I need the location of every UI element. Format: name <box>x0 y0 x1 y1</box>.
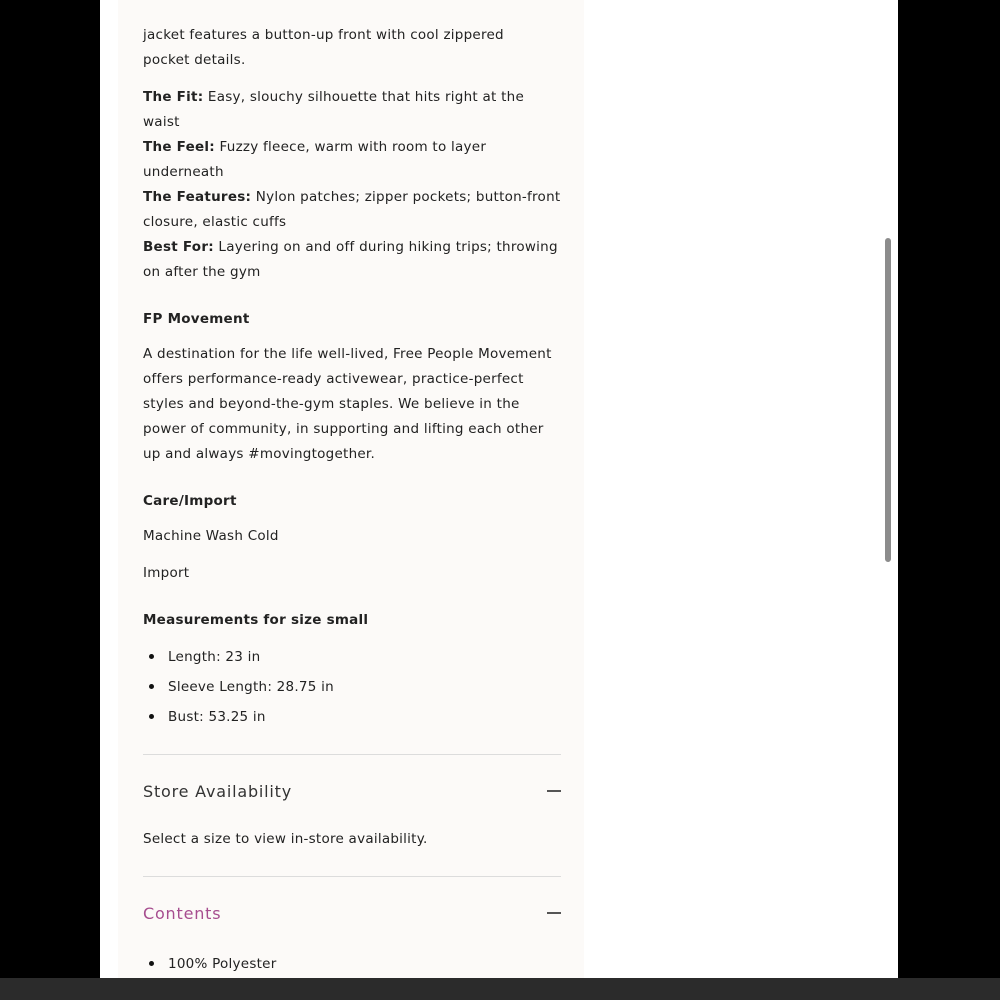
features-text: Nylon patches; zipper pockets; button-front closure, elastic cuffs <box>143 189 561 230</box>
contents-title: Contents <box>143 903 222 923</box>
contents-item: 100% Polyester <box>143 949 561 979</box>
fit-text: Easy, slouchy silhouette that hits right at the waist <box>143 89 524 130</box>
fit-detail <box>143 85 561 135</box>
intro-text-line2: pocket details. <box>143 52 246 68</box>
features-label: The Features: <box>143 189 252 205</box>
measurements-list <box>143 642 561 732</box>
brand-text: A destination for the life well-lived, Free People Movement offers performance-ready activewear, practice-perfect styles and beyond-the-gym staples. We believe in the power of community, in supporting and lifting each other up and always #movingtogether. <box>143 346 552 462</box>
store-availability-title: Store Availability <box>143 781 292 801</box>
minus-icon <box>547 912 561 914</box>
measurement-item: Length: 23 in <box>143 642 561 672</box>
fit-label: The Fit: <box>143 89 204 105</box>
store-availability-toggle[interactable] <box>143 755 561 827</box>
contents-toggle[interactable] <box>143 877 561 949</box>
measurements-heading: Measurements for size small <box>143 612 369 628</box>
feel-label: The Feel: <box>143 139 215 155</box>
features-detail <box>143 185 561 235</box>
intro-text-line1: jacket features a button-up front with cool zippered <box>143 27 504 43</box>
measurement-item: Sleeve Length: 28.75 in <box>143 672 561 702</box>
best-for-text: Layering on and off during hiking trips; throwing on after the gym <box>143 239 558 280</box>
care-wash: Machine Wash Cold <box>143 528 279 544</box>
care-origin: Import <box>143 565 190 581</box>
product-details-content <box>143 0 561 979</box>
care-heading: Care/Import <box>143 493 237 509</box>
minus-icon <box>547 790 561 792</box>
feel-text: Fuzzy fleece, warm with room to layer underneath <box>143 139 487 180</box>
best-for-label: Best For: <box>143 239 214 255</box>
measurement-item: Bust: 53.25 in <box>143 702 561 732</box>
contents-list <box>143 949 561 979</box>
store-availability-text: Select a size to view in-store availability. <box>143 831 428 847</box>
brand-heading: FP Movement <box>143 311 250 327</box>
best-for-detail <box>143 235 561 285</box>
feel-detail <box>143 135 561 185</box>
scrollbar-thumb[interactable] <box>885 238 891 562</box>
bottom-bar <box>0 978 1000 1000</box>
